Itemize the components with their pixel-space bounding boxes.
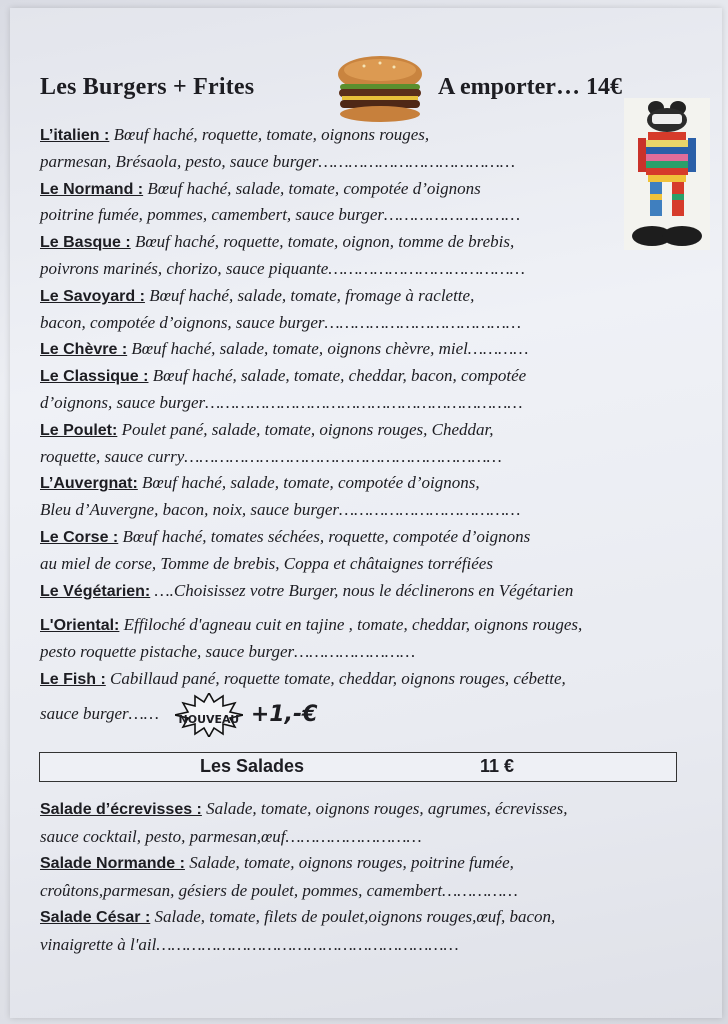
salad-list — [40, 796, 690, 958]
list-item: L’italien : Bœuf haché, roquette, tomate, oignons rouges, parmesan, Brésaola, pesto, sauce burger………………………………… — [40, 125, 515, 171]
list-item: Le Savoyard : Bœuf haché, salade, tomate, fromage à raclette, bacon, compotée d’oignons, sauce burger………………………………… — [40, 285, 522, 332]
burger-list — [40, 122, 690, 737]
salads-header — [39, 752, 677, 782]
salads-price: 11 € — [480, 756, 515, 776]
list-item: Le Chèvre : Bœuf haché, salade, tomate, oignons chèvre, miel………… — [40, 339, 529, 359]
list-item: Le Normand : Bœuf haché, salade, tomate, compotée d’oignons poitrine fumée, pommes, camembert, sauce burger……………………… — [40, 178, 521, 225]
list-item: Salade d’écrevisses : Salade, tomate, oignons rouges, agrumes, écrevisses, sauce cocktail, pesto, parmesan,œuf……………………… — [40, 799, 568, 846]
list-item: Le Végétarien: ….Choisissez votre Burger, nous le déclinerons en Végétarien — [40, 580, 574, 600]
menu-header — [40, 72, 680, 112]
list-item: L’Auvergnat: Bœuf haché, salade, tomate, compotée d’oignons, Bleu d’Auvergne, bacon, noix, sauce burger……………………………… — [40, 473, 521, 520]
extra-price: +1,-€ — [250, 701, 318, 727]
list-item-oriental: L'Oriental: Effiloché d'agneau cuit en tajine , tomate, cheddar, oignons rouges, pesto roquette pistache, sauce burger…………………… — [40, 615, 583, 662]
burger-image — [334, 54, 426, 124]
list-item: Salade César : Salade, tomate, filets de poulet,oignons rouges,œuf, bacon, vinaigrette à l'ail…………………………………………………… — [40, 907, 556, 954]
list-item: Salade Normande : Salade, tomate, oignons rouges, poitrine fumée, croûtons,parmesan, gésiers de poulet, pommes, camembert…………… — [40, 853, 518, 900]
menu-title: Les Burgers + Frites — [40, 74, 255, 100]
takeaway-price: A emporter… 14€ — [438, 74, 622, 100]
list-item: Le Poulet: Poulet pané, salade, tomate, oignons rouges, Cheddar, roquette, sauce curry……………………………………………………… — [40, 419, 502, 466]
salads-title: Les Salades — [200, 756, 305, 776]
list-item: Le Classique : Bœuf haché, salade, tomate, cheddar, bacon, compotée d’oignons, sauce burger……………………………………………………… — [40, 366, 527, 412]
list-item-fish: Le Fish : Cabillaud pané, roquette tomate, cheddar, oignons rouges, cébette, sauce burger…… NOUVEAU +1,-€ — [40, 666, 690, 737]
nouveau-badge: NOUVEAU — [175, 693, 243, 737]
list-item: Le Corse : Bœuf haché, tomates séchées, roquette, compotée d’oignons au miel de corse, Tomme de brebis, Coppa et châtaignes torréfiées — [40, 526, 531, 573]
list-item: Le Basque : Bœuf haché, roquette, tomate, oignon, tomme de brebis, poivrons marinés, chorizo, sauce piquante………………………………… — [40, 232, 525, 278]
